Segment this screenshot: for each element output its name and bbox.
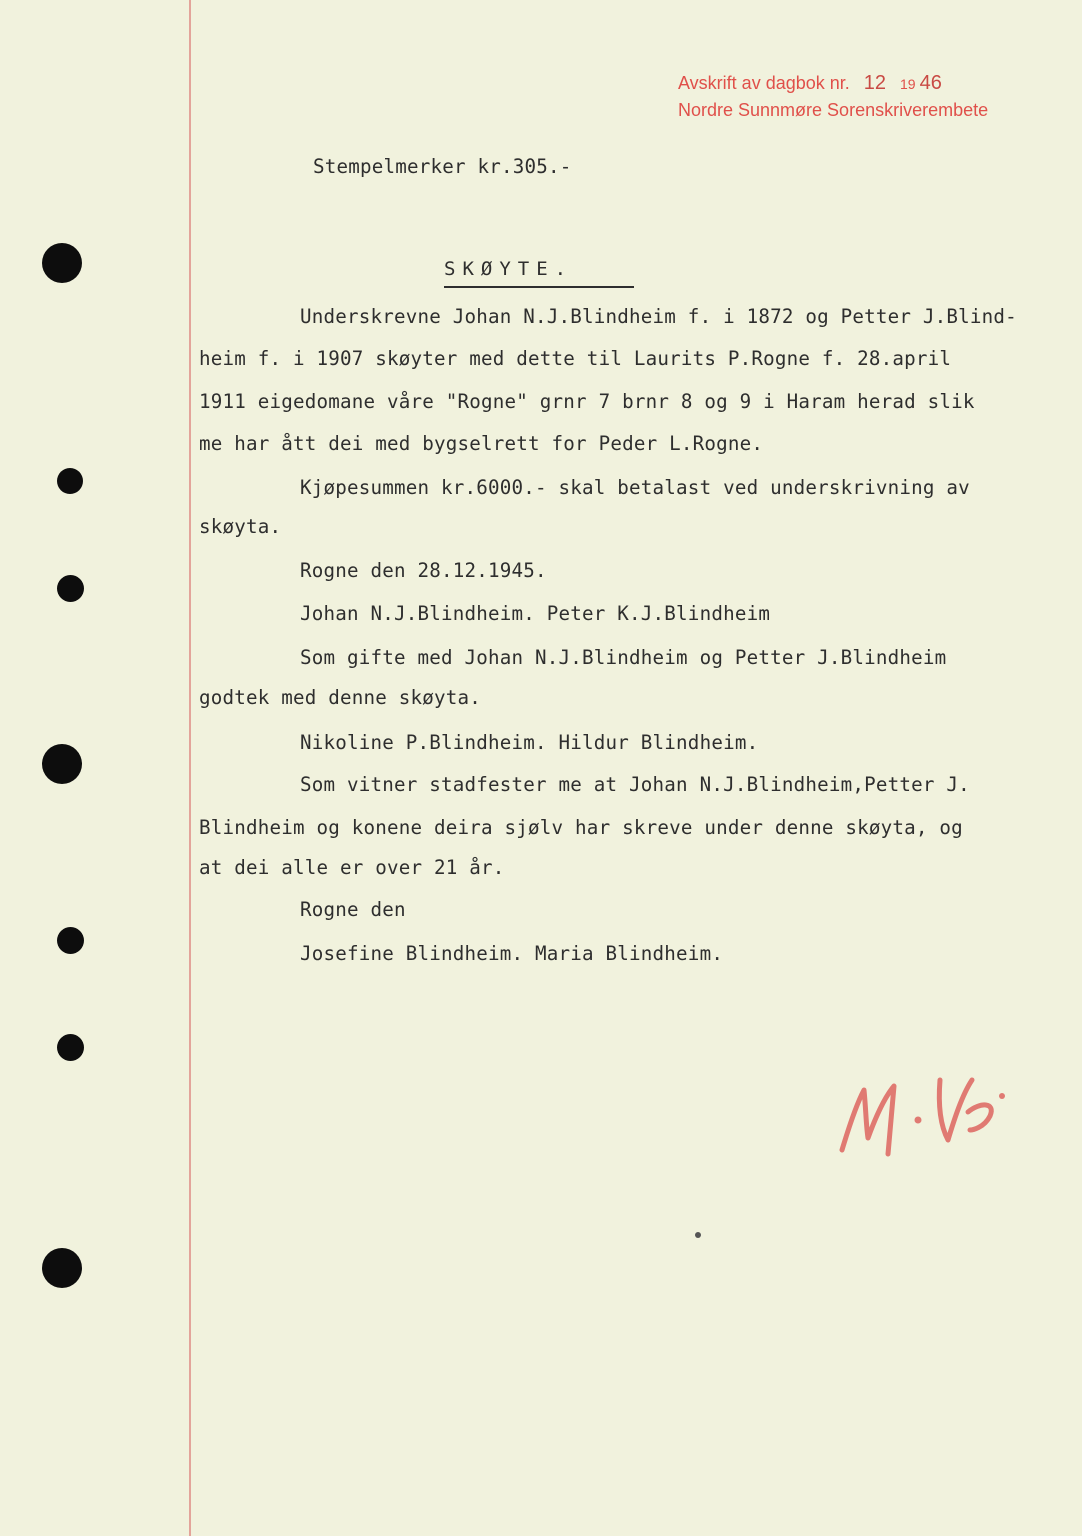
body-line-4: me har ått dei med bygselrett for Peder L.Rogne.: [199, 432, 764, 455]
stamp-year: 46: [919, 72, 942, 94]
body-line-5: Kjøpesummen kr.6000.- skal betalast ved underskrivning av: [300, 476, 970, 499]
ink-speck: [695, 1232, 701, 1238]
stamp-line-2: Nordre Sunnmøre Sorenskriverembete: [678, 100, 989, 120]
punch-hole: [42, 1248, 82, 1288]
body-line-14: at dei alle er over 21 år.: [199, 856, 505, 879]
punch-hole: [42, 744, 82, 784]
margin-line: [189, 0, 191, 1536]
stamp-year-prefix: 19: [900, 76, 916, 92]
stamp-number: 12: [863, 72, 887, 94]
signatures-spouses: Nikoline P.Blindheim. Hildur Blindheim.: [300, 731, 759, 754]
body-line-2: heim f. i 1907 skøyter med dette til Laurits P.Rogne f. 28.april: [199, 347, 952, 370]
stamp-fee: Stempelmerker kr.305.-: [313, 155, 572, 178]
registry-stamp: [678, 70, 988, 123]
punch-hole: [57, 468, 83, 494]
body-line-12: Som vitner stadfester me at Johan N.J.Blindheim,Petter J.: [300, 773, 970, 796]
signatures-sellers: Johan N.J.Blindheim. Peter K.J.Blindheim: [300, 602, 771, 625]
punch-hole: [42, 243, 82, 283]
body-line-7: Rogne den 28.12.1945.: [300, 559, 547, 582]
body-line-10: godtek med denne skøyta.: [199, 686, 482, 709]
document-title: SKØYTE.: [444, 258, 574, 280]
punch-hole: [57, 927, 84, 954]
signatures-witnesses: Josefine Blindheim. Maria Blindheim.: [300, 942, 724, 965]
body-line-3: 1911 eigedomane våre "Rogne" grnr 7 brnr 8 og 9 i Haram herad slik: [199, 390, 975, 413]
body-line-15: Rogne den: [300, 898, 406, 921]
body-line-6: skøyta.: [199, 515, 282, 538]
body-line-9: Som gifte med Johan N.J.Blindheim og Petter J.Blindheim: [300, 646, 947, 669]
handwritten-initials: [830, 1050, 1020, 1170]
body-line-13: Blindheim og konene deira sjølv har skreve under denne skøyta, og: [199, 816, 963, 839]
stamp-line-1: [678, 70, 988, 97]
punch-hole: [57, 1034, 84, 1061]
body-line-1: Underskrevne Johan N.J.Blindheim f. i 1872 og Petter J.Blind-: [300, 305, 1017, 328]
stamp-prefix: Avskrift av dagbok nr.: [678, 73, 850, 93]
title-underline: [444, 286, 634, 288]
punch-hole: [57, 575, 84, 602]
